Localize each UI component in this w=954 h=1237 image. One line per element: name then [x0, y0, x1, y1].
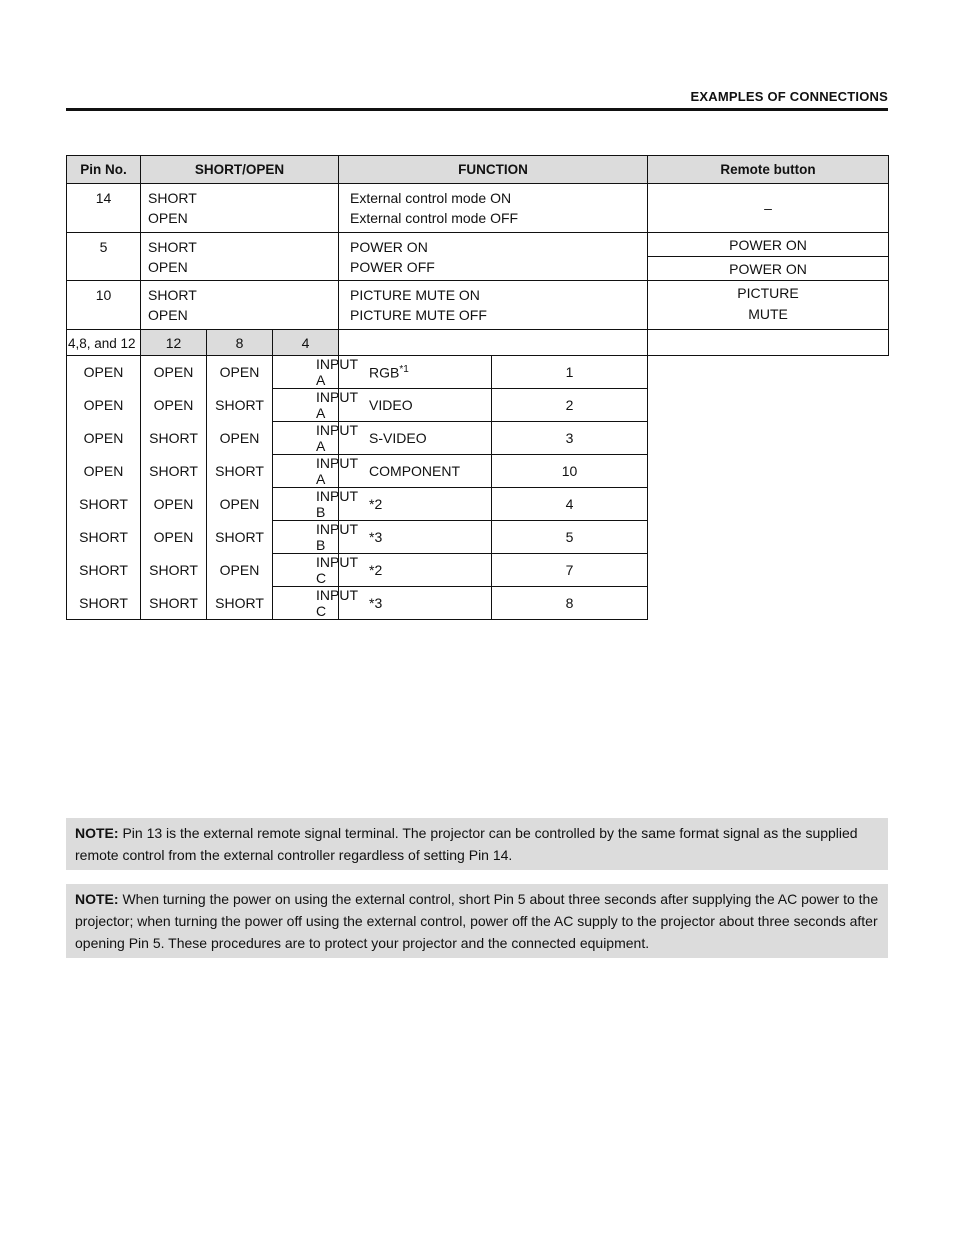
- remote-button: 8: [492, 587, 648, 620]
- remote-button: 3: [492, 422, 648, 455]
- signal-type: [339, 356, 492, 389]
- table-row: [67, 587, 889, 620]
- pin4-state: OPEN: [207, 356, 273, 389]
- table-row: [67, 521, 889, 554]
- remote-button: –: [648, 184, 889, 233]
- pin8-state: OPEN: [141, 488, 207, 521]
- remote-button: 1: [492, 356, 648, 389]
- table-row: [67, 233, 889, 257]
- pin-column-4: 4: [273, 330, 339, 356]
- function: POWER OFF: [350, 259, 435, 275]
- pin12-state: OPEN: [67, 422, 141, 455]
- pin8-state: OPEN: [141, 521, 207, 554]
- signal-type: [339, 422, 492, 455]
- pin12-state: SHORT: [67, 521, 141, 554]
- pin-number: 10: [67, 281, 141, 330]
- pin-column-8: 8: [207, 330, 273, 356]
- page-header: [66, 88, 888, 111]
- signal-label: COMPONENT: [369, 463, 461, 479]
- pin-states: [141, 281, 339, 330]
- signal-label: VIDEO: [369, 397, 413, 413]
- pin8-state: SHORT: [141, 455, 207, 488]
- state: OPEN: [148, 259, 188, 275]
- signal-label: S-VIDEO: [369, 430, 427, 446]
- header-pin-no: Pin No.: [67, 156, 141, 184]
- function: External control mode ON: [350, 190, 512, 206]
- input-name: INPUT A: [273, 455, 339, 488]
- table-row: [67, 455, 889, 488]
- function-blank: [339, 330, 648, 356]
- pin-states: [141, 233, 339, 281]
- pin4-state: SHORT: [207, 521, 273, 554]
- pin12-state: OPEN: [67, 455, 141, 488]
- signal-type: [339, 554, 492, 587]
- pin12-state: SHORT: [67, 488, 141, 521]
- state: SHORT: [148, 287, 197, 303]
- pin12-state: SHORT: [67, 554, 141, 587]
- table-row: [67, 281, 889, 330]
- header-short-open: SHORT/OPEN: [141, 156, 339, 184]
- remote-button: POWER ON: [648, 257, 889, 281]
- pin8-state: OPEN: [141, 389, 207, 422]
- signal-label: *3: [369, 595, 383, 611]
- function: POWER ON: [350, 239, 428, 255]
- state: OPEN: [148, 210, 188, 226]
- pin12-state: SHORT: [67, 587, 141, 620]
- pin-states: [141, 184, 339, 233]
- table-row: [67, 488, 889, 521]
- pin4-state: OPEN: [207, 554, 273, 587]
- input-pins-label: 4,8, and 12: [67, 330, 141, 356]
- signal-type: [339, 521, 492, 554]
- pin4-state: OPEN: [207, 488, 273, 521]
- table-row: [67, 422, 889, 455]
- pin4-state: SHORT: [207, 455, 273, 488]
- note-power: [66, 884, 888, 958]
- signal-type: [339, 389, 492, 422]
- pin8-state: SHORT: [141, 422, 207, 455]
- state: OPEN: [148, 307, 188, 323]
- pin8-state: SHORT: [141, 587, 207, 620]
- pin8-state: OPEN: [141, 356, 207, 389]
- note-pin13: [66, 818, 888, 870]
- note-label: NOTE:: [75, 825, 119, 841]
- signal-type: [339, 455, 492, 488]
- remote-button: POWER ON: [648, 233, 889, 257]
- pin4-state: SHORT: [207, 587, 273, 620]
- remote-button: 7: [492, 554, 648, 587]
- table-header-row: [67, 156, 889, 184]
- table-row: [67, 389, 889, 422]
- input-name: INPUT B: [273, 488, 339, 521]
- pin4-state: OPEN: [207, 422, 273, 455]
- signal-label: *2: [369, 562, 383, 578]
- function: PICTURE MUTE OFF: [350, 307, 487, 323]
- remote-line: PICTURE: [737, 285, 799, 301]
- table-row: [67, 356, 889, 389]
- function: PICTURE MUTE ON: [350, 287, 480, 303]
- signal-label: *3: [369, 529, 383, 545]
- remote-blank: [648, 330, 889, 356]
- input-name: INPUT C: [273, 554, 339, 587]
- note-text: When turning the power on using the external control, short Pin 5 about three seconds after supplying the AC power to the projector; when turning the power off using the external control, power off the AC supply to the projector about three seconds after opening Pin 5. These procedures are to protect your projector and the connected equipment.: [75, 891, 879, 951]
- remote-button: 2: [492, 389, 648, 422]
- pin-functions: [339, 281, 648, 330]
- note-text: Pin 13 is the external remote signal terminal. The projector can be controlled by the same format signal as the supplied remote control from the external controller regardless of setting Pin 14.: [75, 825, 858, 863]
- pin-number: 5: [67, 233, 141, 281]
- table-row: [67, 554, 889, 587]
- input-name: INPUT B: [273, 521, 339, 554]
- pin-function-table: [66, 155, 889, 620]
- function: External control mode OFF: [350, 210, 519, 226]
- pin12-state: OPEN: [67, 356, 141, 389]
- section-title: EXAMPLES OF CONNECTIONS: [690, 89, 888, 104]
- pin-column-12: 12: [141, 330, 207, 356]
- pin-number: 14: [67, 184, 141, 233]
- remote-line: MUTE: [748, 306, 788, 322]
- pin-functions: [339, 233, 648, 281]
- header-remote-button: Remote button: [648, 156, 889, 184]
- signal-label: *2: [369, 496, 383, 512]
- pin8-state: SHORT: [141, 554, 207, 587]
- signal-label: RGB: [369, 364, 400, 381]
- input-name: INPUT A: [273, 389, 339, 422]
- header-function: FUNCTION: [339, 156, 648, 184]
- footnote-marker: *1: [399, 363, 409, 375]
- note-label: NOTE:: [75, 891, 119, 907]
- table-row: [67, 330, 889, 356]
- pin4-state: SHORT: [207, 389, 273, 422]
- input-name: INPUT C: [273, 587, 339, 620]
- pin-functions: [339, 184, 648, 233]
- input-name: INPUT A: [273, 422, 339, 455]
- signal-type: [339, 488, 492, 521]
- remote-button: [648, 281, 889, 330]
- table-row: [67, 184, 889, 233]
- remote-button: 4: [492, 488, 648, 521]
- pin12-state: OPEN: [67, 389, 141, 422]
- signal-type: [339, 587, 492, 620]
- input-name: INPUT A: [273, 356, 339, 389]
- remote-button: 5: [492, 521, 648, 554]
- state: SHORT: [148, 239, 197, 255]
- state: SHORT: [148, 190, 197, 206]
- remote-button: 10: [492, 455, 648, 488]
